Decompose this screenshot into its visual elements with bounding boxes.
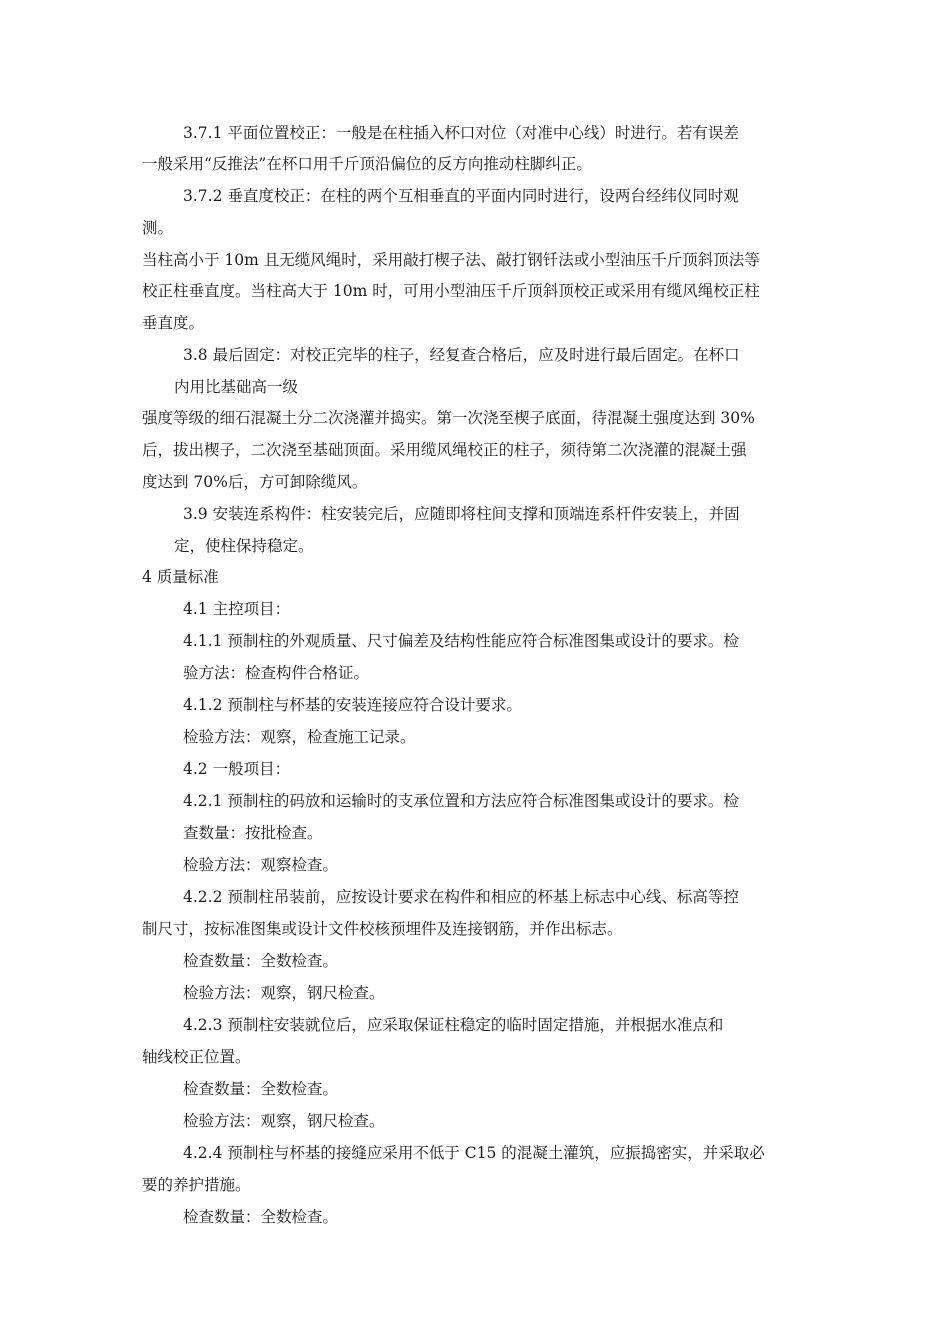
section-4-1-heading: 4.1 主控项目：	[183, 600, 291, 618]
para-3-8-line-1: 3.8 最后固定：对校正完毕的柱子，经复查合格后，应及时进行最后固定。在杯口	[183, 346, 740, 364]
para-4-2-2-line-2: 制尺寸，按标准图集或设计文件校核预埋件及连接钢筋，并作出标志。	[142, 920, 623, 938]
para-3-7-2-line-2: 测。	[142, 219, 174, 237]
para-4-1-2-line-1: 4.1.2 预制柱与杯基的安装连接应符合设计要求。	[183, 696, 522, 714]
section-4-2-heading: 4.2 一般项目：	[183, 760, 291, 778]
para-3-7-2-note-line-1: 当柱高小于 10m 且无缆风绳时，采用敲打楔子法、敲打钢钎法或小型油压千斤顶斜顶法等	[142, 251, 760, 269]
para-4-2-3-line-2: 轴线校正位置。	[142, 1048, 251, 1066]
para-4-2-2-line-1: 4.2.2 预制柱吊装前，应按设计要求在构件和相应的杯基上标志中心线、标高等控	[183, 888, 739, 906]
para-4-2-3-line-3: 检查数量：全数检查。	[183, 1080, 339, 1098]
para-4-2-4-line-3: 检查数量：全数检查。	[183, 1208, 339, 1226]
para-3-7-2-line-1: 3.7.2 垂直度校正：在柱的两个互相垂直的平面内同时进行，设两台经纬仪同时观	[183, 187, 739, 205]
para-3-8-line-4: 后，拔出楔子，二次浇至基础顶面。采用缆风绳校正的柱子，须待第二次浇灌的混凝土强	[142, 441, 747, 459]
para-4-2-4-line-2: 要的养护措施。	[142, 1176, 251, 1194]
para-4-2-4-line-1: 4.2.4 预制柱与杯基的接缝应采用不低于 C15 的混凝土灌筑，应振捣密实，并采取必	[183, 1144, 765, 1162]
para-4-2-2-line-3: 检查数量：全数检查。	[183, 952, 339, 970]
para-4-2-3-line-4: 检验方法：观察，钢尺检查。	[183, 1112, 385, 1130]
para-4-1-1-line-2: 验方法：检查构件合格证。	[183, 664, 370, 682]
para-3-7-1-line-1: 3.7.1 平面位置校正：一般是在柱插入杯口对位（对准中心线）时进行。若有误差	[183, 124, 739, 142]
para-3-9-line-1: 3.9 安装连系构件：柱安装完后，应随即将柱间支撑和顶端连系杆件安装上，并固	[183, 505, 740, 523]
para-4-2-1-line-1: 4.2.1 预制柱的码放和运输时的支承位置和方法应符合标准图集或设计的要求。检	[183, 792, 739, 810]
para-3-9-line-2: 定，使柱保持稳定。	[174, 537, 314, 555]
para-3-8-line-2: 内用比基础高一级	[174, 378, 299, 396]
para-4-2-3-line-1: 4.2.3 预制柱安装就位后，应采取保证柱稳定的临时固定措施，并根据水准点和	[183, 1016, 724, 1034]
para-4-2-1-line-2: 查数量：按批检查。	[183, 824, 323, 842]
para-4-1-1-line-1: 4.1.1 预制柱的外观质量、尺寸偏差及结构性能应符合标准图集或设计的要求。检	[183, 632, 739, 650]
para-3-8-line-3: 强度等级的细石混凝土分二次浇灌并捣实。第一次浇至楔子底面，待混凝土强度达到 30%	[142, 409, 755, 427]
para-3-7-1-line-2: 一般采用“反推法”在杯口用千斤顶沿偏位的反方向推动柱脚纠正。	[142, 155, 592, 173]
para-3-7-2-note-line-3: 垂直度。	[142, 314, 205, 332]
para-4-1-2-line-2: 检验方法：观察，检查施工记录。	[183, 728, 416, 746]
para-3-7-2-note-line-2: 校正柱垂直度。当柱高大于 10m 时，可用小型油压千斤顶斜顶校正或采用有缆风绳校正柱	[142, 282, 760, 300]
para-4-2-1-line-3: 检验方法：观察检查。	[183, 856, 339, 874]
para-3-8-line-5: 度达到 70%后，方可卸除缆风。	[142, 473, 368, 491]
section-4-heading: 4 质量标准	[142, 568, 219, 586]
para-4-2-2-line-4: 检验方法：观察，钢尺检查。	[183, 984, 385, 1002]
